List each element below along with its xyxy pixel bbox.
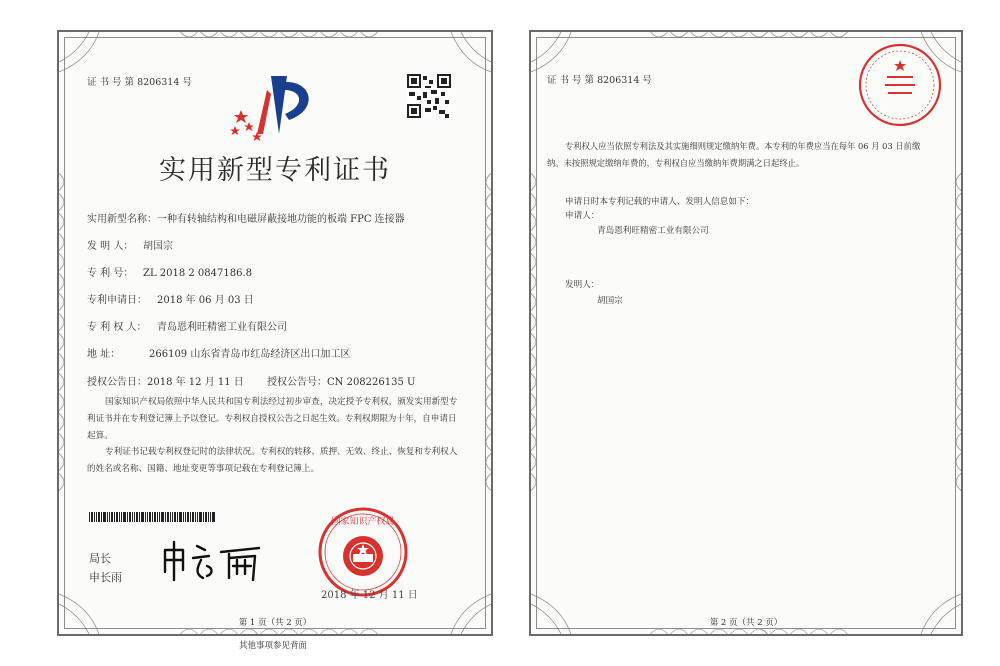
field-label: 授权公告号： <box>267 377 327 388</box>
page-footer: 第 1 页（共 2 页） <box>238 618 312 628</box>
applicant-label: 申请人： <box>565 211 600 221</box>
field-utility-model-name <box>87 210 405 225</box>
field-value: 266109 山东省青岛市红岛经济区出口加工区 <box>149 349 351 360</box>
seal-text: 国家知识产权局 <box>331 517 395 527</box>
page-footer: 第 2 页（共 2 页） <box>709 618 783 628</box>
registration-statement: 专利证书记载专利权登记时的法律状况。专利权的转移、质押、无效、终止、恢复和专利权人的姓名或名称、国籍、地址变更等事项记载在专利登记簿上。 <box>87 447 458 474</box>
field-value: 一种有转轴结构和电磁屏蔽接地功能的板端 FPC 连接器 <box>157 214 405 225</box>
info-intro: 申请日时本专利记载的申请人、发明人信息如下： <box>565 197 755 207</box>
certificate-page-1 <box>57 30 493 636</box>
field-label: 授权公告日： <box>87 377 147 388</box>
seal-date: 2018 年 12 月 11 日 <box>321 590 418 601</box>
field-value: ZL 2018 2 0847186.8 <box>143 268 253 279</box>
barcode-icon <box>89 512 215 522</box>
certificate-page-2 <box>529 30 963 636</box>
field-value: 2018 年 12 月 11 日 <box>147 377 244 388</box>
qr-code-icon <box>407 74 451 118</box>
field-publication-date <box>87 373 244 388</box>
inventor-label: 发明人： <box>565 280 600 290</box>
annual-fee-notice: 专利权人应当依照专利法及其实施细则规定缴纳年费。本专利的年费应当在每年 06 月 03 日前缴纳。未按照规定缴纳年费的，专利权自应当缴纳年费期满之日起终止。 <box>547 141 921 168</box>
certificate-number: 证 书 号 第 8206314 号 <box>547 75 652 86</box>
inventor-value: 胡国宗 <box>597 296 623 306</box>
field-label: 专利申请日： <box>87 295 147 306</box>
field-inventor <box>87 237 173 252</box>
field-address <box>87 345 350 360</box>
field-label: 专 利 号： <box>87 268 134 279</box>
field-application-date <box>87 291 254 306</box>
back-side-note: 其他事项参见背面 <box>238 641 307 651</box>
field-label: 地 址： <box>87 349 121 360</box>
certificate-number: 证 书 号 第 8206314 号 <box>87 77 192 88</box>
official-seal-icon <box>317 506 409 598</box>
field-label: 专 利 权 人： <box>87 322 147 333</box>
grant-statement: 国家知识产权局依照中华人民共和国专利法经过初步审查，决定授予专利权，颁发实用新型专利证书并在专利登记簿上予以登记。专利权自授权公告之日起生效。专利权期限为十年，自申请日起算。 <box>87 397 458 441</box>
field-patentee <box>87 318 287 333</box>
field-value: 青岛恩利旺精密工业有限公司 <box>157 322 287 333</box>
field-patent-number <box>87 264 252 279</box>
applicant-value: 青岛恩利旺精密工业有限公司 <box>597 226 709 236</box>
field-value: 胡国宗 <box>143 241 173 252</box>
agency-seal-icon <box>857 42 943 128</box>
field-label: 实用新型名称： <box>87 214 157 225</box>
field-value: 2018 年 06 月 03 日 <box>157 295 254 306</box>
field-publication-number <box>267 373 415 388</box>
director-title: 局长 <box>89 552 111 565</box>
certificate-title: 实用新型专利证书 <box>159 155 391 186</box>
patent-office-logo-icon <box>227 70 323 146</box>
director-signature <box>159 538 269 584</box>
director-name: 申长雨 <box>89 571 122 584</box>
field-value: CN 208226135 U <box>327 377 416 388</box>
field-label: 发 明 人： <box>87 241 134 252</box>
